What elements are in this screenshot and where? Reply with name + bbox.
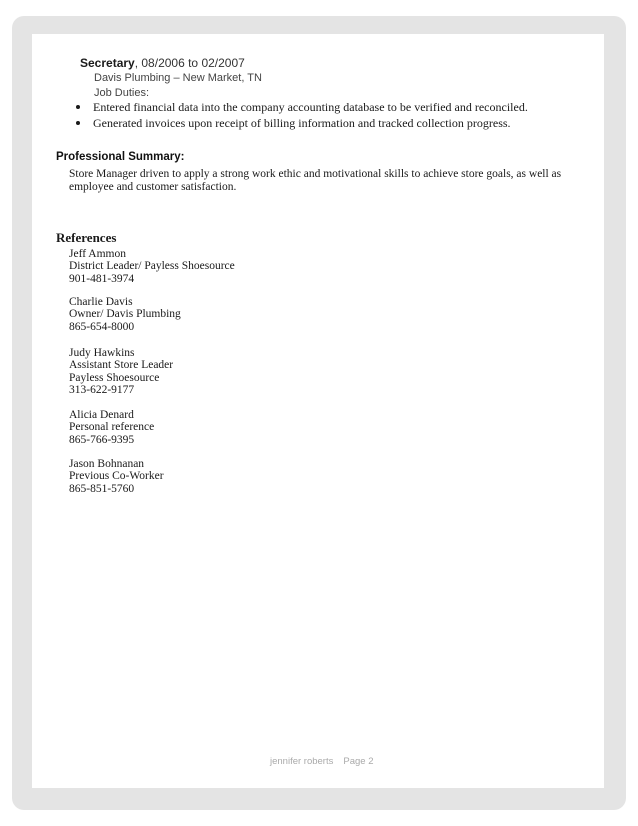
reference-entry bbox=[69, 296, 181, 333]
job-title: Secretary bbox=[80, 56, 135, 70]
reference-name: Jeff Ammon bbox=[69, 248, 126, 260]
reference-name: Judy Hawkins bbox=[69, 347, 135, 359]
footer-page-number: Page 2 bbox=[343, 756, 374, 767]
reference-phone: 865-654-8000 bbox=[69, 320, 135, 333]
job-duties-label: Job Duties: bbox=[94, 87, 150, 99]
job-heading bbox=[80, 56, 245, 70]
reference-company: Payless Shoesource bbox=[69, 371, 160, 384]
reference-phone: 313-622-9177 bbox=[69, 383, 135, 396]
list-item bbox=[76, 116, 511, 131]
page-footer bbox=[270, 756, 374, 767]
reference-role: Assistant Store Leader bbox=[69, 359, 174, 372]
list-item bbox=[76, 100, 528, 115]
reference-phone: 901-481-3974 bbox=[69, 272, 135, 285]
job-employer: Davis Plumbing – New Market, TN bbox=[94, 72, 262, 84]
references-heading: References bbox=[56, 230, 117, 245]
reference-role: District Leader/ Payless Shoesource bbox=[69, 260, 235, 273]
reference-entry bbox=[69, 409, 154, 446]
reference-name: Charlie Davis bbox=[69, 296, 133, 308]
reference-name: Alicia Denard bbox=[69, 409, 134, 421]
reference-phone: 865-766-9395 bbox=[69, 433, 135, 446]
reference-entry bbox=[69, 458, 164, 495]
reference-role: Personal reference bbox=[69, 421, 155, 434]
reference-role: Owner/ Davis Plumbing bbox=[69, 308, 181, 321]
bullet-icon bbox=[76, 121, 80, 125]
document-page bbox=[32, 34, 604, 788]
reference-role: Previous Co-Worker bbox=[69, 470, 164, 483]
bullet-icon bbox=[76, 105, 80, 109]
reference-entry bbox=[69, 347, 173, 396]
reference-name: Jason Bohnanan bbox=[69, 458, 145, 470]
job-dates: , 08/2006 to 02/2007 bbox=[134, 56, 245, 70]
bullet-text: Entered financial data into the company accounting database to be verified and reconciled. bbox=[93, 100, 528, 114]
bullet-text: Generated invoices upon receipt of billing information and tracked collection progress. bbox=[93, 116, 511, 130]
summary-text: Store Manager driven to apply a strong work ethic and motivational skills to achieve store goals, as well as employee and customer satisfaction. bbox=[69, 168, 562, 193]
reference-phone: 865-851-5760 bbox=[69, 482, 135, 495]
footer-author: jennifer roberts bbox=[270, 756, 334, 767]
reference-entry bbox=[69, 248, 235, 285]
summary-heading: Professional Summary: bbox=[56, 151, 185, 163]
